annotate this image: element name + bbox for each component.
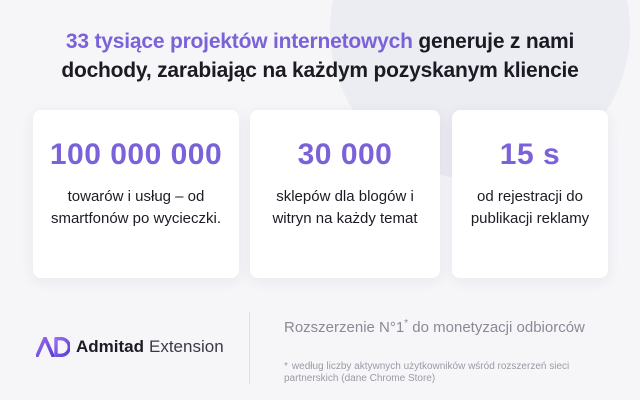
logo-brand: Admitad xyxy=(76,337,144,356)
footnote-text: według liczby aktywnych użytkowników wśród rozszerzeń sieci partnerskich (dane Chrome Store) xyxy=(284,361,570,384)
footnote xyxy=(284,361,604,385)
stat-description: towarów i usług – od smartfonów po wycieczki. xyxy=(50,188,222,227)
stat-card-shops xyxy=(250,110,440,278)
stat-description: od rejestracji do publikacji reklamy xyxy=(470,188,590,227)
award-subtitle: do monetyzacji odbiorców xyxy=(408,319,585,336)
headline-accent: 33 tysiące projektów internetowych xyxy=(65,30,413,53)
divider xyxy=(249,312,250,384)
stat-value: 15 s xyxy=(499,138,561,171)
footnote-star: * xyxy=(284,361,288,372)
award-title: Rozszerzenie N°1 xyxy=(284,319,405,336)
stat-value: 100 000 000 xyxy=(49,138,223,171)
award-text xyxy=(284,313,604,339)
stat-value: 30 000 xyxy=(297,138,393,171)
logo-suffix: Extension xyxy=(149,337,224,356)
stat-card-products xyxy=(33,110,239,278)
footnote-marker: * xyxy=(404,318,409,329)
admitad-ad-logo-icon xyxy=(36,337,70,357)
admitad-extension-logo xyxy=(36,335,224,359)
headline xyxy=(20,27,620,85)
stat-description: sklepów dla blogów i witryn na każdy temat xyxy=(272,188,418,227)
headline-text: generuje z nami dochody, zarabiając na każdym pozyskanym kliencie xyxy=(61,30,579,82)
stat-card-speed xyxy=(452,110,608,278)
